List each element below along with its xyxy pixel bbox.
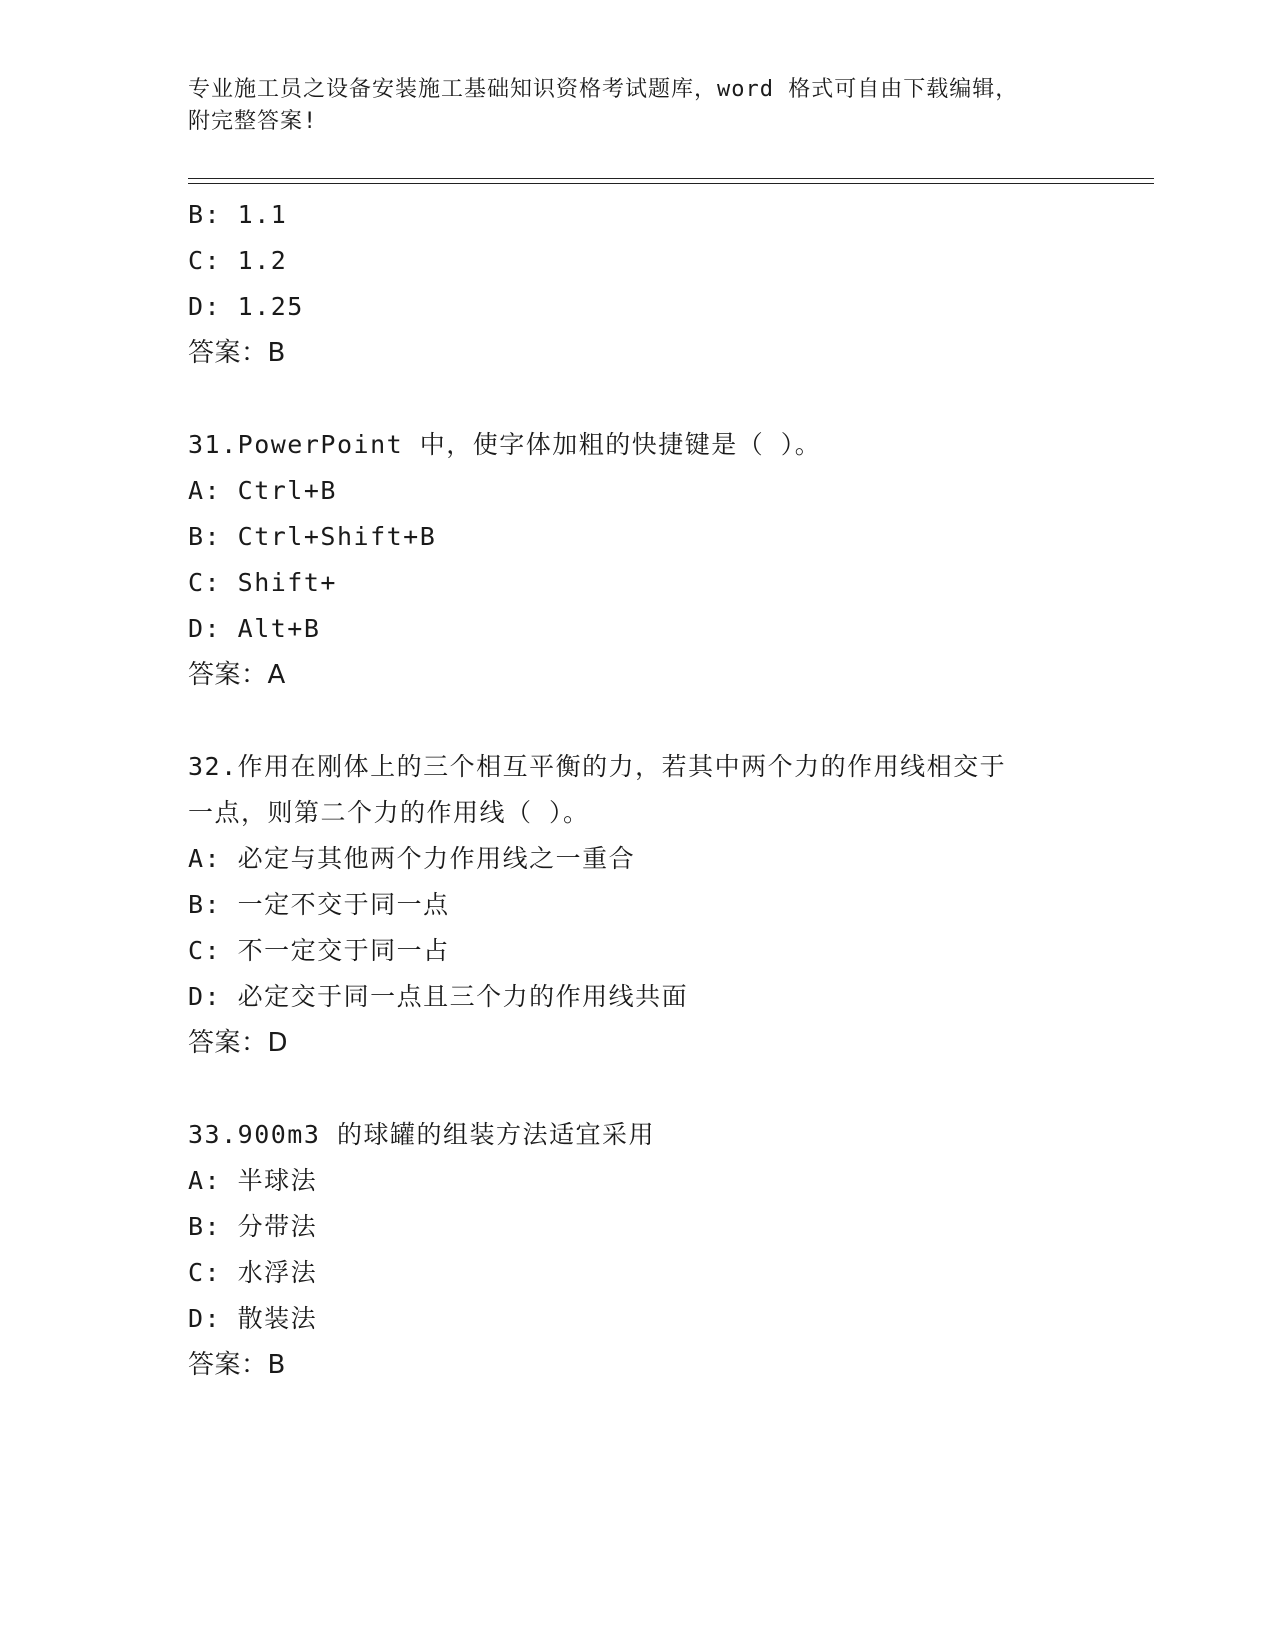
document-body (188, 192, 1158, 1388)
question-block-30 (188, 192, 1158, 376)
page-header (188, 74, 1088, 138)
option-d: D: 必定交于同一点且三个力的作用线共面 (188, 982, 689, 1011)
option-d: D: 1.25 (188, 292, 304, 321)
option-c: C: 1.2 (188, 246, 288, 275)
header-divider-bottom (188, 183, 1154, 184)
option-c: C: 水浮法 (188, 1258, 318, 1287)
question-block-32 (188, 744, 1158, 1066)
answer-line: 答案：B (188, 1350, 286, 1380)
question-block-33 (188, 1112, 1158, 1388)
option-d: D: 散装法 (188, 1304, 318, 1333)
spacer (188, 376, 1158, 422)
option-b: B: 分带法 (188, 1212, 318, 1241)
question-title-line-1: 32.作用在刚体上的三个相互平衡的力，若其中两个力的作用线相交于 (188, 752, 1007, 781)
option-d: D: Alt+B (188, 614, 321, 643)
spacer (188, 698, 1158, 744)
question-title: 33.900m3 的球罐的组装方法适宜采用 (188, 1120, 655, 1149)
spacer (188, 1066, 1158, 1112)
option-a: A: 半球法 (188, 1166, 318, 1195)
answer-line: 答案：D (188, 1028, 289, 1058)
question-title-line-2: 一点，则第二个力的作用线（ ）。 (188, 798, 590, 827)
answer-line: 答案：B (188, 338, 286, 368)
option-b: B: 1.1 (188, 200, 288, 229)
option-c: C: 不一定交于同一占 (188, 936, 450, 965)
question-block-31 (188, 422, 1158, 698)
header-divider-top (188, 178, 1154, 179)
option-a: A: Ctrl+B (188, 476, 337, 505)
option-c: C: Shift+ (188, 568, 337, 597)
option-b: B: Ctrl+Shift+B (188, 522, 437, 551)
header-line-2: 附完整答案! (188, 109, 318, 134)
option-a: A: 必定与其他两个力作用线之一重合 (188, 844, 636, 873)
option-b: B: 一定不交于同一点 (188, 890, 450, 919)
question-title: 31.PowerPoint 中，使字体加粗的快捷键是（ ）。 (188, 430, 822, 459)
header-line-1: 专业施工员之设备安装施工基础知识资格考试题库，word 格式可自由下载编辑， (188, 77, 1019, 102)
answer-line: 答案：A (188, 660, 286, 690)
